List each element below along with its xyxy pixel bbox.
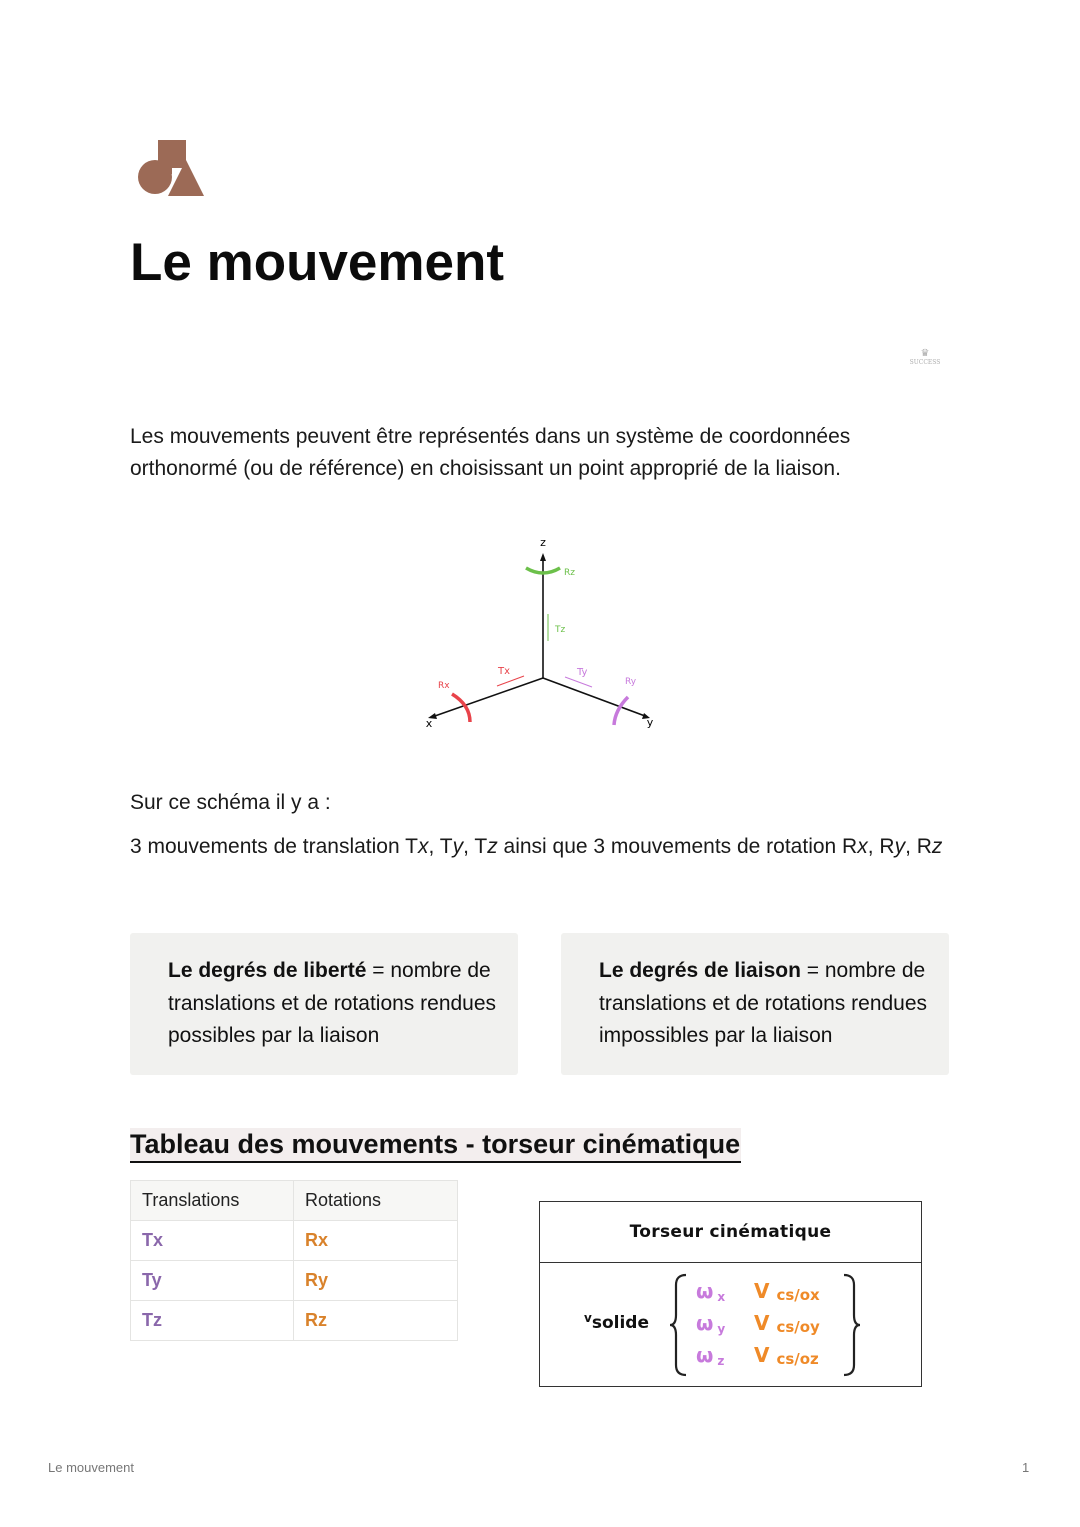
page-title: Le mouvement xyxy=(130,233,505,292)
v-solide: $^v$solide xyxy=(584,1311,649,1333)
callout-degres-liaison: Le degrés de liaison = nombre de translations et de rotations rendues impossibles par la liaison xyxy=(561,933,949,1075)
movements-table xyxy=(130,1180,458,1341)
table-row xyxy=(131,1301,458,1341)
axis-x-label: x xyxy=(425,717,433,730)
torseur-title: Torseur cinématique xyxy=(540,1202,921,1263)
torseur-box xyxy=(539,1201,922,1387)
table-row xyxy=(131,1221,458,1261)
intro-paragraph: Les mouvements peuvent être représentés dans un système de coordonnées orthonormé (ou de référence) en choisissant un point approprié de la liaison. xyxy=(130,425,851,480)
omega-z: ωz xyxy=(696,1343,725,1368)
cell: Tx xyxy=(131,1221,294,1261)
left-brace xyxy=(668,1273,690,1377)
tx-label: Tx xyxy=(498,666,511,677)
header-translations: Translations xyxy=(131,1181,294,1221)
v-z: V cs/oz xyxy=(754,1343,819,1368)
table-row xyxy=(131,1261,458,1301)
movements-paragraph: 3 mouvements de translation Tx, Ty, Tz ainsi que 3 mouvements de rotation Rx, Ry, Rz xyxy=(130,835,943,858)
page-number: 1 xyxy=(1022,1460,1030,1475)
tz-label: Tz xyxy=(555,625,566,635)
cell: Ry xyxy=(294,1261,458,1301)
cell: Tz xyxy=(131,1301,294,1341)
callout-degres-liberte: Le degrés de liberté = nombre de translations et de rotations rendues possibles par la liaison xyxy=(130,933,518,1075)
rx-label: Rx xyxy=(438,681,450,691)
axis-z-label: z xyxy=(540,536,546,549)
axes-diagram xyxy=(410,520,670,745)
omega-x: ωx xyxy=(696,1279,726,1304)
section-heading: Tableau des mouvements - torseur cinématique xyxy=(130,1128,741,1163)
cell: Ty xyxy=(131,1261,294,1301)
footer-title: Le mouvement xyxy=(48,1460,134,1475)
page-icon-shapes xyxy=(136,138,206,203)
cell: Rz xyxy=(294,1301,458,1341)
v-x: V cs/ox xyxy=(754,1279,820,1304)
ry-label: Ry xyxy=(625,677,637,687)
ty-label: Ty xyxy=(577,667,588,678)
omega-y: ωy xyxy=(696,1311,726,1336)
rz-label: Rz xyxy=(564,568,575,578)
axis-y-label: y xyxy=(646,716,654,729)
v-y: V cs/oy xyxy=(754,1311,820,1336)
watermark-logo: ♛ SUCCESS xyxy=(909,348,941,366)
right-brace xyxy=(840,1273,862,1377)
header-rotations: Rotations xyxy=(294,1181,458,1221)
cell: Rx xyxy=(294,1221,458,1261)
schema-intro: Sur ce schéma il y a : xyxy=(130,791,331,814)
